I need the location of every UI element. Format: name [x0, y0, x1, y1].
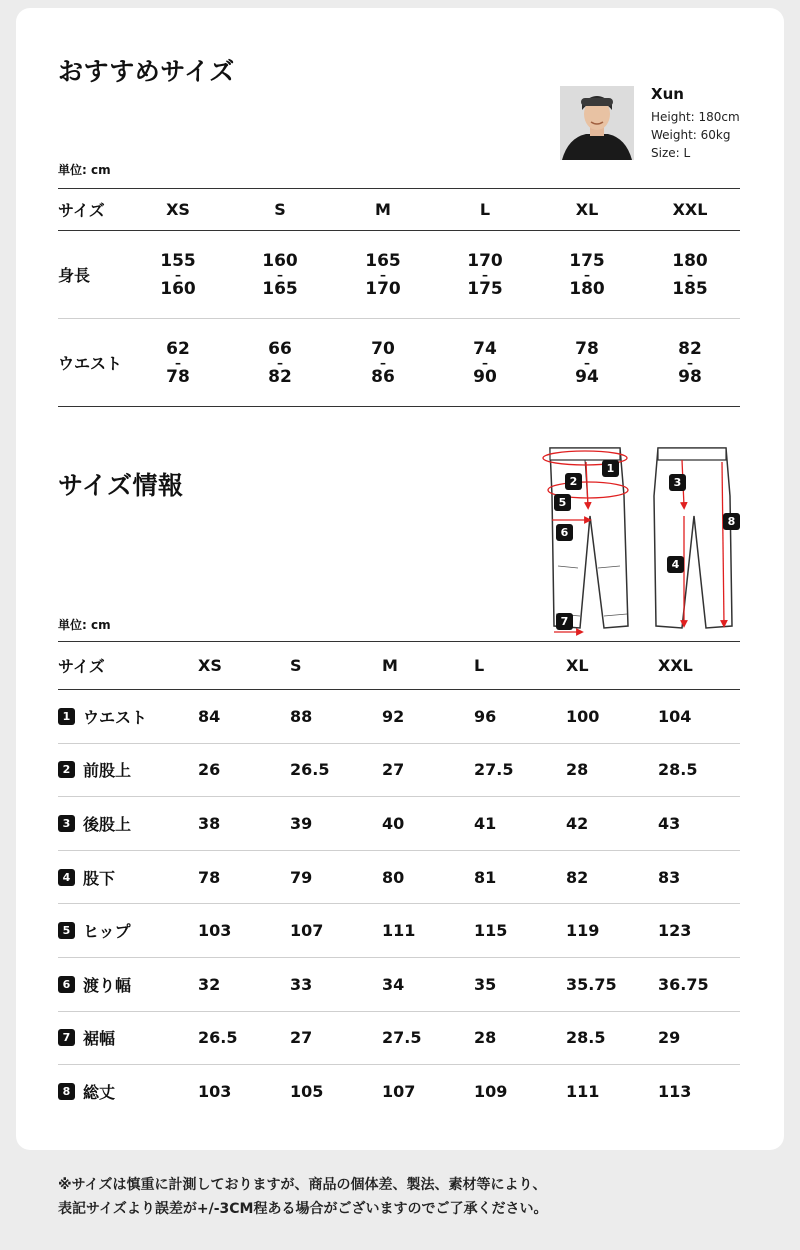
- range-max: 82: [268, 366, 292, 387]
- value-cell: 35.75: [566, 974, 617, 994]
- row-label: ヒップ: [83, 922, 131, 942]
- header-m: M: [382, 655, 398, 675]
- value-cell: 39: [290, 813, 313, 833]
- measure-number-badge: 5: [58, 922, 75, 939]
- range-dash: –: [276, 355, 283, 370]
- value-cell: 29: [658, 1028, 681, 1048]
- value-cell: 38: [198, 813, 221, 833]
- value-cell: 109: [474, 1082, 508, 1102]
- header-m: M: [375, 199, 391, 219]
- diagram-marker-1: 1: [602, 460, 619, 477]
- table-row: [58, 958, 740, 1012]
- range-dash: –: [583, 355, 590, 370]
- range-cell: [250, 231, 310, 318]
- range-min: 66: [268, 338, 292, 359]
- range-max: 94: [575, 366, 599, 387]
- diagram-marker-3: 3: [669, 474, 686, 491]
- diagram-marker-5: 5: [554, 494, 571, 511]
- value-cell: 83: [658, 867, 681, 887]
- value-cell: 78: [198, 867, 221, 887]
- range-dash: –: [277, 267, 283, 282]
- range-cell: [250, 319, 310, 406]
- row-label: 股下: [83, 868, 116, 888]
- value-cell: 28: [474, 1028, 497, 1048]
- value-cell: 100: [566, 706, 600, 726]
- row-label: 身長: [58, 266, 91, 285]
- value-cell: 41: [474, 813, 497, 833]
- value-cell: 113: [658, 1082, 692, 1102]
- range-cell: [455, 231, 515, 318]
- table-row: [58, 1012, 740, 1066]
- range-max: 180: [569, 278, 605, 299]
- size-info-title: サイズ情報: [58, 471, 184, 500]
- value-cell: 34: [382, 974, 405, 994]
- table-row: [58, 904, 740, 958]
- value-cell: 28: [566, 760, 589, 780]
- row-label-cell: [58, 690, 188, 743]
- header-s: S: [274, 199, 286, 219]
- range-cell: [557, 231, 617, 318]
- value-cell: 36.75: [658, 974, 709, 994]
- range-min: 160: [262, 250, 298, 271]
- range-dash: –: [174, 355, 181, 370]
- model-name: Xun: [651, 85, 684, 103]
- value-cell: 26.5: [290, 760, 330, 780]
- header-xxl: XXL: [658, 655, 693, 675]
- value-cell: 27.5: [382, 1028, 422, 1048]
- measure-number-badge: 7: [58, 1029, 75, 1046]
- range-dash: –: [687, 267, 693, 282]
- value-cell: 26: [198, 760, 221, 780]
- value-cell: 115: [474, 921, 508, 941]
- model-size: Size: L: [651, 146, 691, 160]
- header-s: S: [290, 655, 302, 675]
- value-cell: 27: [290, 1028, 313, 1048]
- header-xs: XS: [198, 655, 222, 675]
- range-dash: –: [380, 267, 386, 282]
- value-cell: 107: [382, 1082, 416, 1102]
- value-cell: 103: [198, 1082, 232, 1102]
- range-min: 165: [365, 250, 401, 271]
- value-cell: 111: [566, 1082, 600, 1102]
- range-cell: [353, 319, 413, 406]
- value-cell: 82: [566, 867, 589, 887]
- disclaimer-line-2: 表記サイズより誤差が+/-3CM程ある場合がございますのでご了承ください。: [58, 1201, 548, 1217]
- range-cell: [148, 231, 208, 318]
- range-min: 78: [575, 338, 599, 359]
- measure-number-badge: 4: [58, 869, 75, 886]
- row-label: ウエスト: [83, 707, 148, 727]
- measure-number-badge: 6: [58, 976, 75, 993]
- measure-number-badge: 1: [58, 708, 75, 725]
- value-cell: 92: [382, 706, 405, 726]
- value-cell: 42: [566, 813, 589, 833]
- model-weight: Weight: 60kg: [651, 128, 731, 142]
- diagram-marker-8: 8: [723, 513, 740, 530]
- row-label-cell: [58, 744, 188, 797]
- table-row: [58, 797, 740, 851]
- value-cell: 119: [566, 921, 600, 941]
- range-min: 82: [678, 338, 702, 359]
- range-max: 170: [365, 278, 401, 299]
- value-cell: 123: [658, 921, 692, 941]
- model-height: Height: 180cm: [651, 110, 740, 124]
- unit-label: 単位: cm: [58, 163, 111, 177]
- range-max: 86: [371, 366, 395, 387]
- recommended-size-title: おすすめサイズ: [58, 57, 235, 86]
- range-min: 180: [672, 250, 708, 271]
- diagram-marker-2: 2: [565, 473, 582, 490]
- row-label-cell: [58, 958, 188, 1011]
- range-cell: [660, 231, 720, 318]
- header-xl: XL: [566, 655, 589, 675]
- range-dash: –: [481, 355, 488, 370]
- measure-number-badge: 8: [58, 1083, 75, 1100]
- row-label: ウエスト: [58, 354, 123, 373]
- header-l: L: [479, 199, 491, 219]
- header-xxl: XXL: [672, 199, 708, 219]
- value-cell: 79: [290, 867, 313, 887]
- table-row: [58, 1065, 740, 1119]
- row-label-cell: [58, 904, 188, 957]
- diagram-marker-6: 6: [556, 524, 573, 541]
- value-cell: 32: [198, 974, 221, 994]
- value-cell: 104: [658, 706, 692, 726]
- range-max: 165: [262, 278, 298, 299]
- table-header-row: [58, 641, 740, 690]
- value-cell: 40: [382, 813, 405, 833]
- range-min: 74: [473, 338, 497, 359]
- value-cell: 27: [382, 760, 405, 780]
- diagram-marker-4: 4: [667, 556, 684, 573]
- range-min: 155: [160, 250, 196, 271]
- diagram-marker-7: 7: [556, 613, 573, 630]
- measure-number-badge: 3: [58, 815, 75, 832]
- value-cell: 88: [290, 706, 313, 726]
- range-min: 175: [569, 250, 605, 271]
- value-cell: 103: [198, 921, 232, 941]
- range-dash: –: [584, 267, 590, 282]
- range-max: 160: [160, 278, 196, 299]
- unit-label: 単位: cm: [58, 618, 111, 632]
- header-size: サイズ: [58, 656, 105, 676]
- range-cell: [660, 319, 720, 406]
- value-cell: 28.5: [658, 760, 698, 780]
- row-label-cell: [58, 797, 188, 850]
- header-xs: XS: [166, 199, 190, 219]
- row-label-cell: [58, 1012, 188, 1065]
- model-photo: [560, 86, 634, 160]
- header-size: サイズ: [58, 200, 105, 220]
- range-min: 62: [166, 338, 190, 359]
- range-dash: –: [686, 355, 693, 370]
- row-label: 渡り幅: [83, 975, 132, 995]
- value-cell: 35: [474, 974, 497, 994]
- range-dash: –: [482, 267, 488, 282]
- row-label: 後股上: [83, 814, 132, 834]
- row-label: 総丈: [83, 1083, 116, 1103]
- value-cell: 111: [382, 921, 416, 941]
- range-cell: [148, 319, 208, 406]
- range-max: 175: [467, 278, 503, 299]
- range-dash: –: [175, 267, 181, 282]
- range-dash: –: [379, 355, 386, 370]
- header-xl: XL: [575, 199, 599, 219]
- value-cell: 96: [474, 706, 497, 726]
- range-min: 170: [467, 250, 503, 271]
- value-cell: 43: [658, 813, 681, 833]
- value-cell: 81: [474, 867, 497, 887]
- range-min: 70: [371, 338, 395, 359]
- table-row: [58, 744, 740, 798]
- range-max: 185: [672, 278, 708, 299]
- value-cell: 107: [290, 921, 324, 941]
- value-cell: 105: [290, 1082, 324, 1102]
- table-row: [58, 851, 740, 905]
- table-row: [58, 690, 740, 744]
- value-cell: 28.5: [566, 1028, 606, 1048]
- value-cell: 33: [290, 974, 313, 994]
- range-cell: [353, 231, 413, 318]
- table-row: [58, 231, 740, 319]
- table-row: [58, 319, 740, 407]
- measure-number-badge: 2: [58, 761, 75, 778]
- row-label: 前股上: [83, 761, 132, 781]
- header-l: L: [474, 655, 485, 675]
- value-cell: 80: [382, 867, 405, 887]
- pants-measurement-diagram: [532, 436, 747, 638]
- row-label: 裾幅: [83, 1029, 116, 1049]
- disclaimer-line-1: ※サイズは慎重に計測しておりますが、商品の個体差、製法、素材等により、: [58, 1177, 547, 1193]
- value-cell: 84: [198, 706, 221, 726]
- row-label-cell: [58, 1065, 188, 1119]
- table-header-row: [58, 188, 740, 231]
- range-cell: [455, 319, 515, 406]
- range-max: 78: [166, 366, 190, 387]
- value-cell: 26.5: [198, 1028, 238, 1048]
- value-cell: 27.5: [474, 760, 514, 780]
- row-label-cell: [58, 851, 188, 904]
- range-max: 90: [473, 366, 497, 387]
- range-max: 98: [678, 366, 702, 387]
- range-cell: [557, 319, 617, 406]
